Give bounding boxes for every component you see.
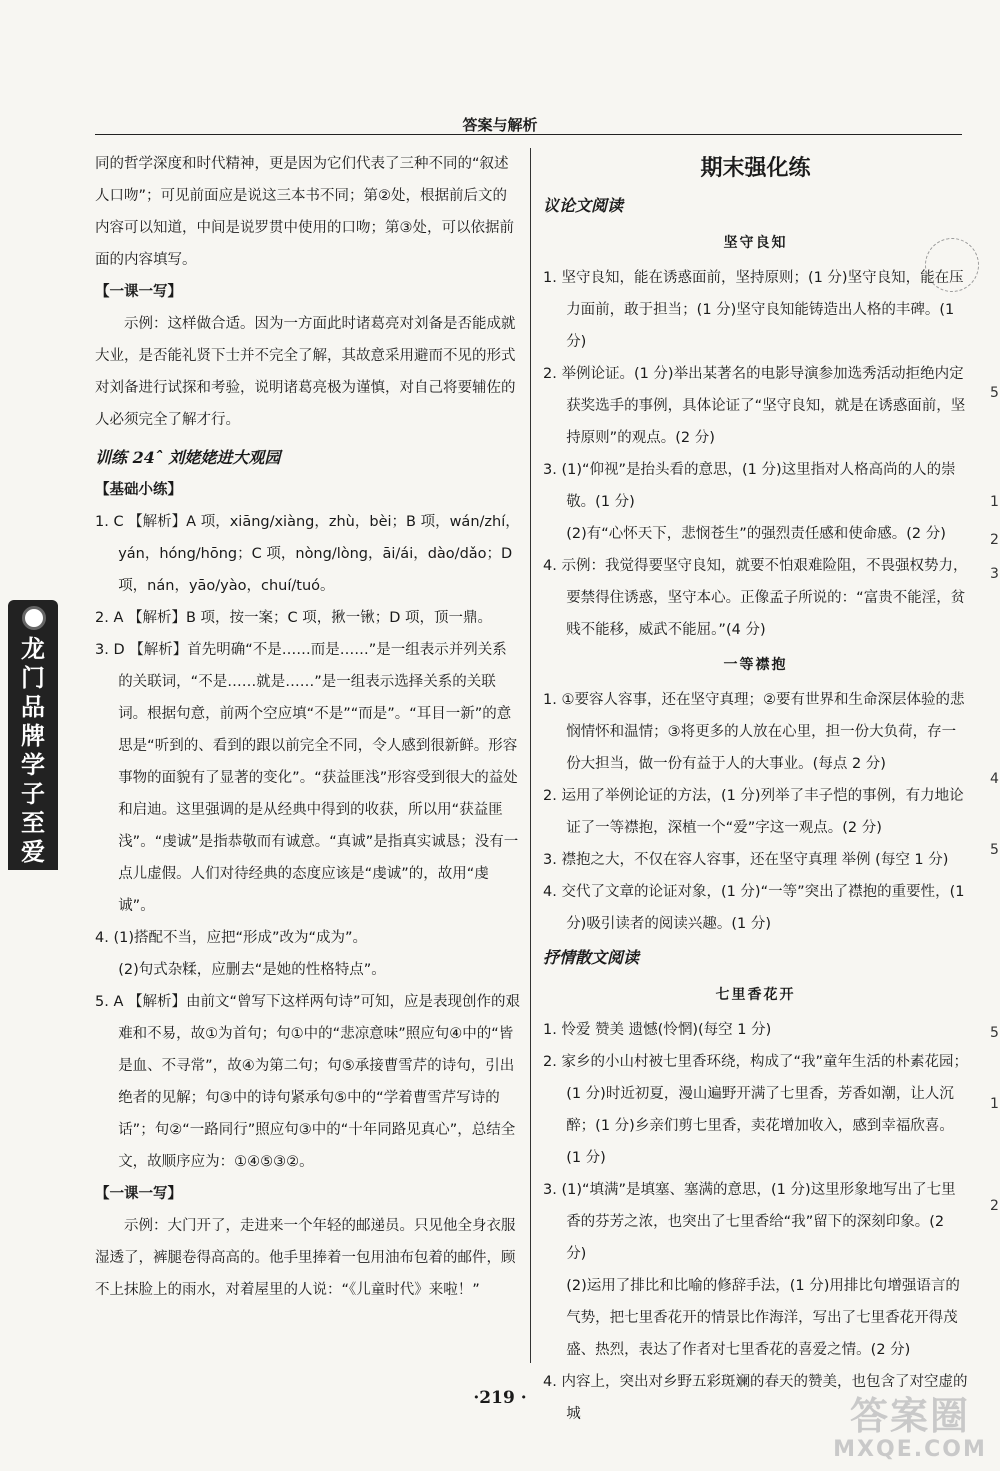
left-column bbox=[95, 148, 520, 1306]
lesson-title: 训练 24ˆ 刘姥姥进大观园 bbox=[95, 448, 281, 467]
header-rule bbox=[95, 134, 962, 135]
margin-digit: 5 bbox=[990, 385, 999, 401]
a2-item-2: 2. 运用了举例论证的方法，(1 分)列举了丰子恺的事例，有力地论证了一等襟抱，深植一个“爱”字这一观点。(2 分) bbox=[543, 788, 964, 836]
margin-digit: 2 bbox=[990, 1198, 999, 1214]
article-title-3: 七里香花开 bbox=[715, 987, 796, 1003]
header-title: 答案与解析 bbox=[462, 116, 538, 134]
write-tag-2: 【一课一写】 bbox=[95, 1186, 182, 1202]
page-number: ·219 · bbox=[473, 1388, 527, 1408]
right-column bbox=[543, 148, 968, 1430]
section-heading-argumentative: 议论文阅读 bbox=[543, 196, 624, 215]
margin-digit: 3 bbox=[990, 566, 999, 582]
a3-item-3: 3. (1)“填满”是填塞、塞满的意思，(1 分)这里形象地写出了七里香的芬芳之浓，也突出了七里香给“我”留下的深刻印象。(2 分) bbox=[543, 1182, 956, 1262]
a1-item-1: 1. 坚守良知，能在诱惑面前，坚持原则；(1 分)坚守良知，能在压力面前，敢于担当；(1 分)坚守良知能铸造出人格的丰碑。(1 分) bbox=[543, 270, 964, 350]
answer-item-4-sub: (2)句式杂糅，应删去“是她的性格特点”。 bbox=[118, 962, 386, 978]
watermark-url: MXQE.COM bbox=[833, 1437, 987, 1462]
a2-item-3: 3. 襟抱之大，不仅在容人容事，还在坚守真理 举例 (每空 1 分) bbox=[543, 852, 949, 868]
margin-digit: 1 bbox=[990, 494, 999, 510]
answer-item-2: 2. A 【解析】B 项，按一案；C 项，揪一锹；D 项，顶一鼎。 bbox=[95, 610, 493, 626]
answer-item-1: 1. C 【解析】A 项，xiāng/xiàng，zhù，bèi；B 项，wán/zhí，yán，hóng/hōng；C 项，nòng/lòng，āi/ái，dào/dǎo；D 项，nán，yāo/yào，chuí/tuó。 bbox=[95, 514, 520, 594]
margin-digit: 4 bbox=[990, 771, 999, 787]
margin-digit: 1 bbox=[990, 1096, 999, 1112]
margin-digit: 2 bbox=[990, 532, 999, 548]
a3-item-2: 2. 家乡的小山村被七里香环绕，构成了“我”童年生活的朴素花园；(1 分)时近初夏，漫山遍野开满了七里香，芳香如潮，让人沉醉；(1 分)乡亲们剪七里香，卖花增加收入，感到幸福欣喜。(1 分) bbox=[543, 1054, 968, 1166]
watermark-logo bbox=[826, 1394, 994, 1466]
margin-digit: 5 bbox=[990, 842, 999, 858]
a1-item-2: 2. 举例论证。(1 分)举出某著名的电影导演参加选秀活动拒绝内定获奖选手的事例，具体论证了“坚守良知，就是在诱惑面前，坚持原则”的观点。(2 分) bbox=[543, 366, 966, 446]
answer-item-5: 5. A 【解析】由前文“曾写下这样两句诗”可知，应是表现创作的艰难和不易，故①为首句；句①中的“悲凉意味”照应句④中的“皆是血、不寻常”，故④为第二句；句⑤承接曹雪芹的诗句，引出绝者的见解；句③中的诗句紧承句⑤中的“学着曹雪芹写诗的话”；句②“一路同行”照应句③中的“十年同路见真心”，总结全文，故顺序应为：①④⑤③②。 bbox=[95, 994, 520, 1170]
a3-item-4: 4. 内容上，突出对乡野五彩斑斓的春天的赞美，也包含了对空虚的城 bbox=[543, 1374, 968, 1422]
answer-item-4: 4. (1)搭配不当，应把“形成”改为“成为”。 bbox=[95, 930, 368, 946]
column-divider bbox=[530, 148, 531, 1363]
a2-item-1: 1. ①要容人容事，还在坚守真理；②要有世界和生命深层体验的悲悯情怀和温情；③将更多的人放在心里，担一份大负荷，存一份大担当，做一份有益于人的大事业。(每点 2 分) bbox=[543, 692, 965, 772]
sidebar-text: 龙门品牌学子至爱 bbox=[21, 634, 45, 866]
section-main-title: 期末强化练 bbox=[700, 155, 811, 181]
section-heading-lyrical: 抒情散文阅读 bbox=[543, 948, 640, 967]
write-answer-1: 示例：这样做合适。因为一方面此时诸葛亮对刘备是否能成就大业，是否能礼贤下士并不完全了解，其故意采用避而不见的形式对刘备进行试探和考验，说明诸葛亮极为谨慎，对自己将要辅佐的人必须完全了解才行。 bbox=[95, 316, 516, 428]
a3-item-3-sub: (2)运用了排比和比喻的修辞手法，(1 分)用排比句增强语言的气势，把七里香花开的情景比作海洋，写出了七里香花开得茂盛、热烈，表达了作者对七里香花的喜爱之情。(2 分) bbox=[566, 1278, 960, 1358]
article-title-1: 坚守良知 bbox=[723, 235, 788, 251]
brand-sidebar bbox=[8, 600, 58, 870]
a2-item-4: 4. 交代了文章的论证对象，(1 分)“一等”突出了襟抱的重要性，(1 分)吸引读者的阅读兴趣。(1 分) bbox=[543, 884, 965, 932]
answer-item-3: 3. D 【解析】首先明确“不是……而是……”是一组表示并列关系的关联词，“不是……就是……”是一组表示选择关系的关联词。根据句意，前两个空应填“不是”“而是”。“耳目一新”的意思是“听到的、看到的跟以前完全不同，令人感到很新鲜。形容事物的面貌有了显著的变化”。“获益匪浅”形容受到很大的益处和启迪。这里强调的是从经典中得到的收获，所以用“获益匪浅”。“虔诚”是指恭敬而有诚意。“真诚”是指真实诚恳；没有一点儿虚假。人们对待经典的态度应该是“虔诚”的，故用“虔诚”。 bbox=[95, 642, 519, 914]
a1-item-3: 3. (1)“仰视”是抬头看的意思，(1 分)这里指对人格高尚的人的崇敬。(1 分) bbox=[543, 462, 956, 510]
article-title-2: 一等襟抱 bbox=[723, 657, 788, 673]
a3-item-1: 1. 怜爱 赞美 遗憾(怜惘)(每空 1 分) bbox=[543, 1022, 772, 1038]
intro-paragraph: 同的哲学深度和时代精神，更是因为它们代表了三种不同的“叙述人口吻”；可见前面应是说这三本书不同；第②处，根据前后文的内容可以知道，中间是说罗贯中使用的口吻；第③处，可以依据前面的内容填写。 bbox=[95, 156, 514, 268]
basic-tag: 【基础小练】 bbox=[95, 482, 182, 498]
margin-digit: 5 bbox=[990, 1025, 999, 1041]
watermark-text: 答案圈 bbox=[849, 1394, 970, 1438]
sidebar-circle-icon bbox=[22, 606, 46, 630]
write-tag-1: 【一课一写】 bbox=[95, 284, 182, 300]
a1-item-3-sub: (2)有“心怀天下，悲悯苍生”的强烈责任感和使命感。(2 分) bbox=[566, 526, 946, 542]
a1-item-4: 4. 示例：我觉得要坚守良知，就要不怕艰难险阻，不畏强权势力，要禁得住诱惑，坚守本心。正像孟子所说的：“富贵不能淫，贫贱不能移，威武不能屈。”(4 分) bbox=[543, 558, 968, 638]
write-answer-2: 示例：大门开了，走进来一个年轻的邮递员。只见他全身衣服湿透了，裤腿卷得高高的。他手里捧着一包用油布包着的邮件，顾不上抹脸上的雨水，对着屋里的人说：“《儿童时代》来啦！” bbox=[95, 1218, 516, 1298]
